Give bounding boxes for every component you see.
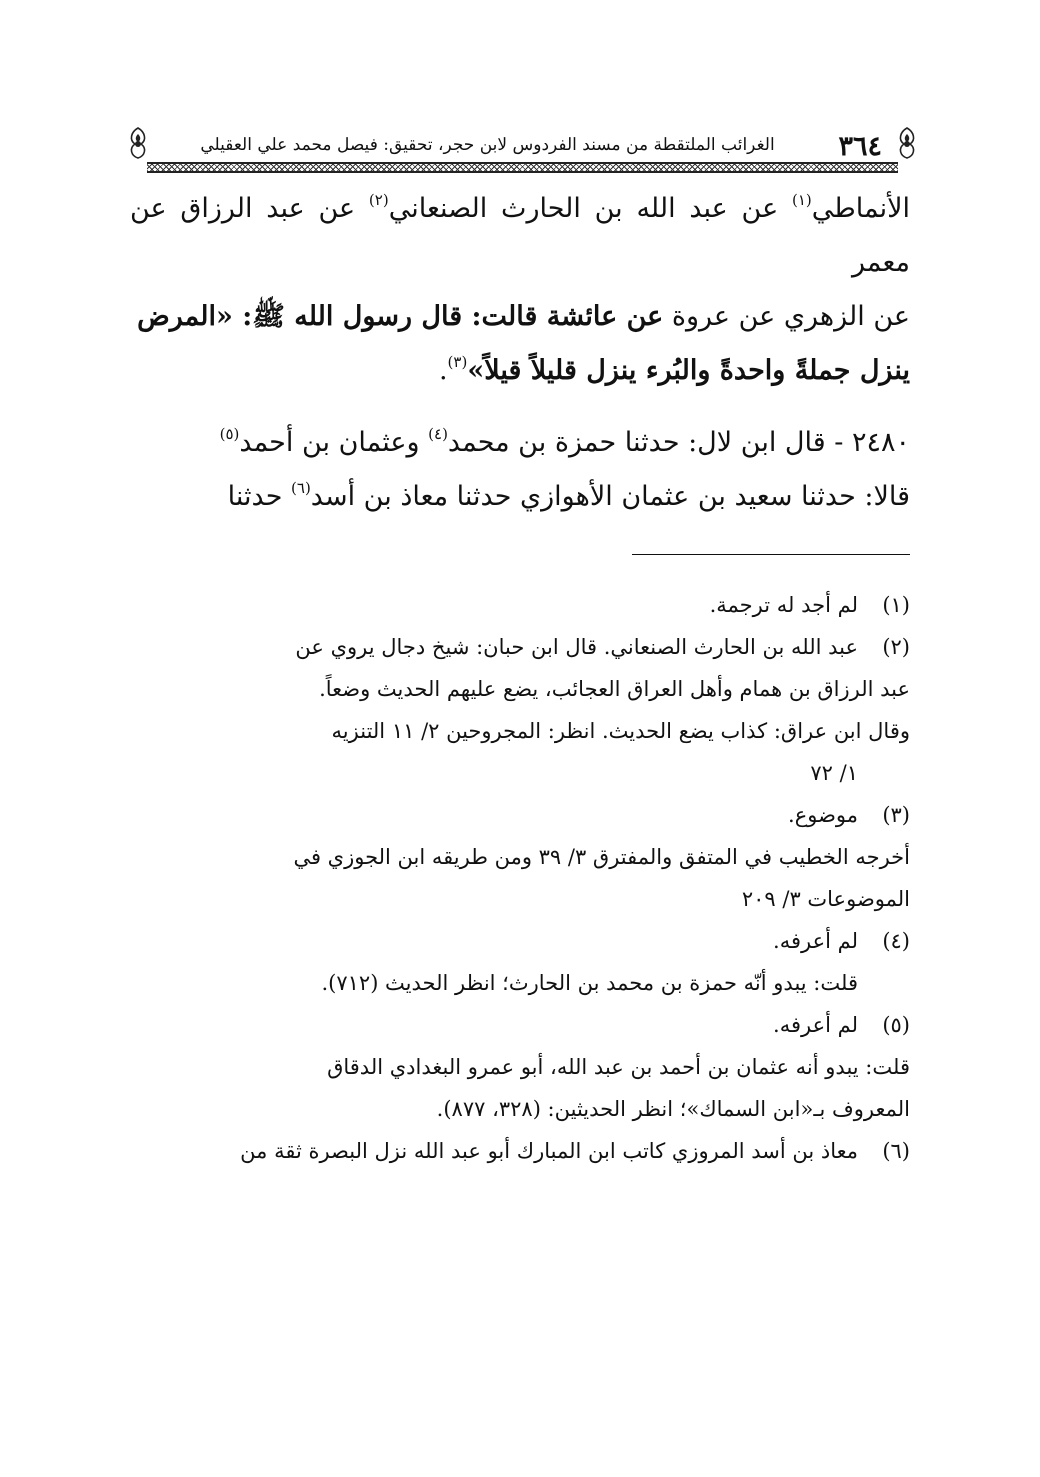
footnote-number: (٢) xyxy=(882,635,910,659)
footnote-4: (٤) لم أعرفه. xyxy=(130,920,910,962)
footnote-2-continuation: عبد الرزاق بن همام وأهل العراق العجائب، يضع عليهم الحديث وضعاً. وقال ابن عراق: كذاب يضع الحديث. انظر: المجروحين ٢/ ١١ التنزيه xyxy=(319,677,910,743)
footnote-2: (٢) عبد الله بن الحارث الصنعاني. قال ابن حبان: شيخ دجال يروي عن xyxy=(130,626,910,668)
footnote-number: (١) xyxy=(882,593,910,617)
footnotes-section xyxy=(130,584,910,1172)
main-text-block xyxy=(130,182,910,398)
footnote-ref[interactable]: (٥) xyxy=(219,425,240,443)
footnote-ref[interactable]: (٣) xyxy=(447,353,468,371)
text-line: الأنماطي$^{(١)}$ عن عبد الله بن الحارث الصنعاني$^{(٢)}$ عن عبد الرزاق عن معمر xyxy=(130,191,911,278)
ornament-icon xyxy=(125,126,151,160)
footnote-ref[interactable]: (١) xyxy=(791,191,812,209)
text-line: ٢٤٨٠ - قال ابن لال: حدثنا حمزة بن محمد$^{(٤)}$ وعثمان بن أحمد$^{(٥)}$ xyxy=(219,425,910,458)
footnote-1: (١) لم أجد له ترجمة. xyxy=(130,584,910,626)
header-rule xyxy=(147,162,898,173)
footnote-3: (٣) موضوع. xyxy=(130,794,910,836)
footnote-number: (٣) xyxy=(882,803,910,827)
footnote-separator xyxy=(632,554,910,555)
footnote-ref[interactable]: (٦) xyxy=(291,479,311,497)
footnote-number: (٤) xyxy=(882,929,910,953)
page-number: ٣٦٤ xyxy=(838,131,882,162)
running-header-title: الغرائب الملتقطة من مسند الفردوس لابن حجر، تحقيق: فيصل محمد علي العقيلي xyxy=(200,135,775,155)
text-line: عن الزهري عن عروة عن عائشة قالت: قال رسول الله ﷺ: «المرض xyxy=(137,301,910,332)
ornament-icon xyxy=(894,126,920,160)
hadith-paragraph xyxy=(130,416,910,524)
text-line: قالا: حدثنا سعيد بن عثمان الأهوازي حدثنا معاذ بن أسد$^{(٦)}$ حدثنا xyxy=(227,479,910,512)
footnote-number: (٦) xyxy=(882,1139,910,1163)
page-header xyxy=(125,118,920,174)
footnote-5: (٥) لم أعرفه. xyxy=(130,1004,910,1046)
footnote-ref[interactable]: (٢) xyxy=(368,191,389,209)
footnote-number: (٥) xyxy=(882,1013,910,1037)
footnote-4-continuation: قلت: يبدو أنّه حمزة بن محمد بن الحارث؛ انظر الحديث (٧١٢). xyxy=(321,971,858,995)
footnote-3-continuation: أخرجه الخطيب في المتفق والمفترق ٣/ ٣٩ ومن طريقه ابن الجوزي في الموضوعات ٣/ ٢٠٩ xyxy=(293,845,910,911)
footnote-ref[interactable]: (٤) xyxy=(428,425,448,443)
footnote-2-reference: ١/ ٧٢ xyxy=(810,761,858,785)
footnote-5-continuation: قلت: يبدو أنه عثمان بن أحمد بن عبد الله، أبو عمرو البغدادي الدقاق المعروف بـ«ابن السماك»؛ انظر الحديثين: (٣٢٨، ٨٧٧). xyxy=(327,1055,910,1121)
footnote-6: (٦) معاذ بن أسد المروزي كاتب ابن المبارك أبو عبد الله نزل البصرة ثقة من xyxy=(130,1130,910,1172)
text-line: ينزل جملةً واحدةً والبُرء ينزل قليلاً قيلاً»$^{(٣)}$. xyxy=(438,353,910,386)
